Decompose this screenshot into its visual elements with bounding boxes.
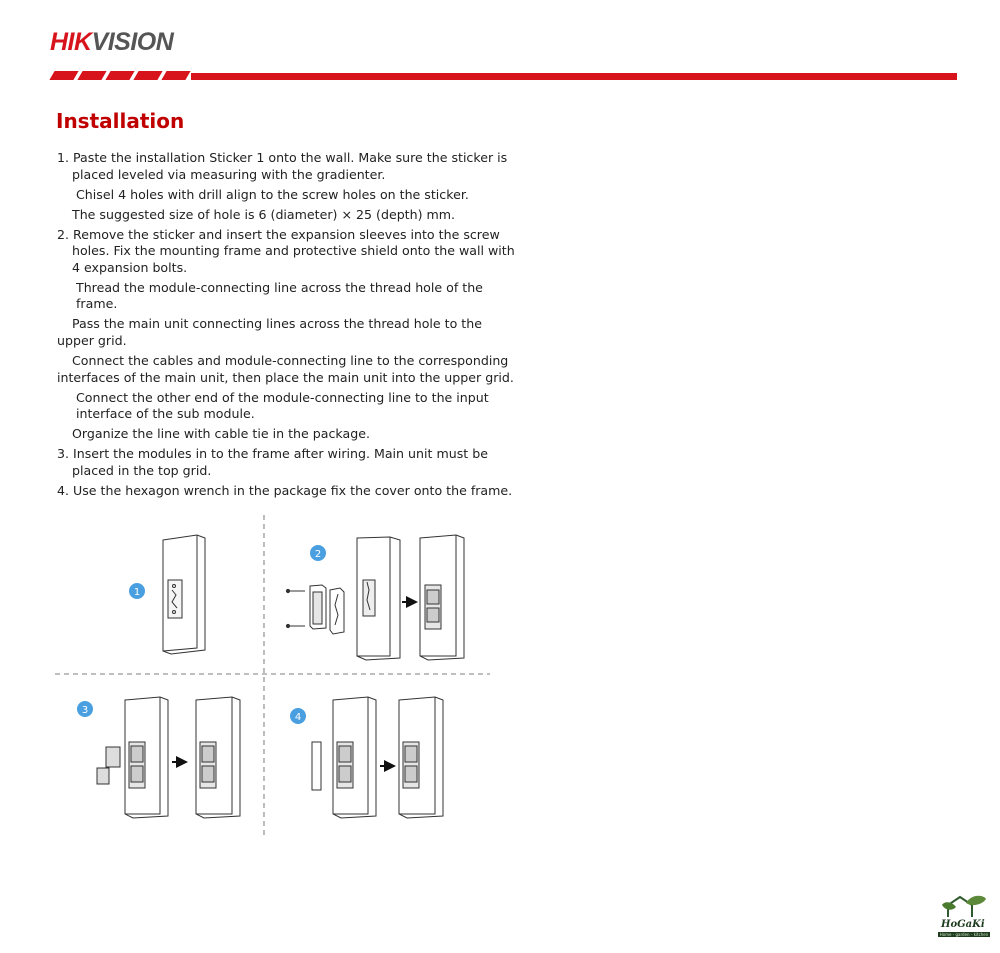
badge-3: [77, 701, 93, 717]
logo-vision: VISION: [91, 28, 174, 56]
badge-2-label: 2: [314, 549, 322, 560]
step-1-drill: Chisel 4 holes with drill align to the screw holes on the sticker.: [76, 186, 469, 202]
step-2-connect-cables: Connect the cables and module-connecting line to the corresponding interfaces of the main unit, then place the main unit into the upper grid.: [57, 353, 514, 385]
step-2: 2. Remove the sticker and insert the expansion sleeves into the screw holes. Fix the mounting frame and protective shield onto the wall with 4 expansion bolts.: [57, 226, 515, 275]
badge-4: [290, 708, 306, 724]
hogaki-name: HoGaKi: [941, 919, 985, 930]
hikvision-logo: [50, 27, 173, 57]
badge-1: [129, 583, 145, 599]
step-3: 3. Insert the modules in to the frame after wiring. Main unit must be placed in the top grid.: [57, 446, 488, 478]
step-1-hole-size: The suggested size of hole is 6 (diameter) × 25 (depth) mm.: [72, 206, 456, 222]
installation-diagram: [50, 510, 510, 840]
hogaki-watermark: [938, 893, 990, 943]
badge-2: [310, 545, 326, 561]
badge-1-label: 1: [133, 587, 141, 598]
step-2-sub-module: Connect the other end of the module-connecting line to the input interface of the sub module.: [76, 389, 489, 422]
installation-steps: [57, 150, 517, 503]
step1-illustration: [163, 535, 205, 654]
header-stripes: [48, 71, 188, 81]
logo-hik: HIK: [50, 28, 92, 56]
step4-illustration: [312, 697, 443, 818]
step3-illustration: [97, 697, 240, 818]
installation-diagram-svg: [50, 510, 510, 840]
header-rule: [191, 73, 957, 80]
house-leaf-icon: [938, 893, 990, 921]
badge-4-label: 4: [294, 712, 302, 723]
page-title: Installation: [56, 109, 185, 133]
badge-3-label: 3: [81, 705, 89, 716]
step-4: 4. Use the hexagon wrench in the package fix the cover onto the frame.: [57, 482, 513, 498]
step-2-cable-tie: Organize the line with cable tie in the package.: [72, 426, 370, 442]
step-1: 1. Paste the installation Sticker 1 onto the wall. Make sure the sticker is placed leveled via measuring with the gradienter.: [57, 150, 508, 182]
step-2-main-unit-lines: Pass the main unit connecting lines across the thread hole to the upper grid.: [57, 316, 482, 348]
step-2-thread-line: Thread the module-connecting line across the thread hole of the frame.: [76, 279, 483, 312]
hogaki-tagline: Home - garden - kitchen: [939, 932, 989, 937]
